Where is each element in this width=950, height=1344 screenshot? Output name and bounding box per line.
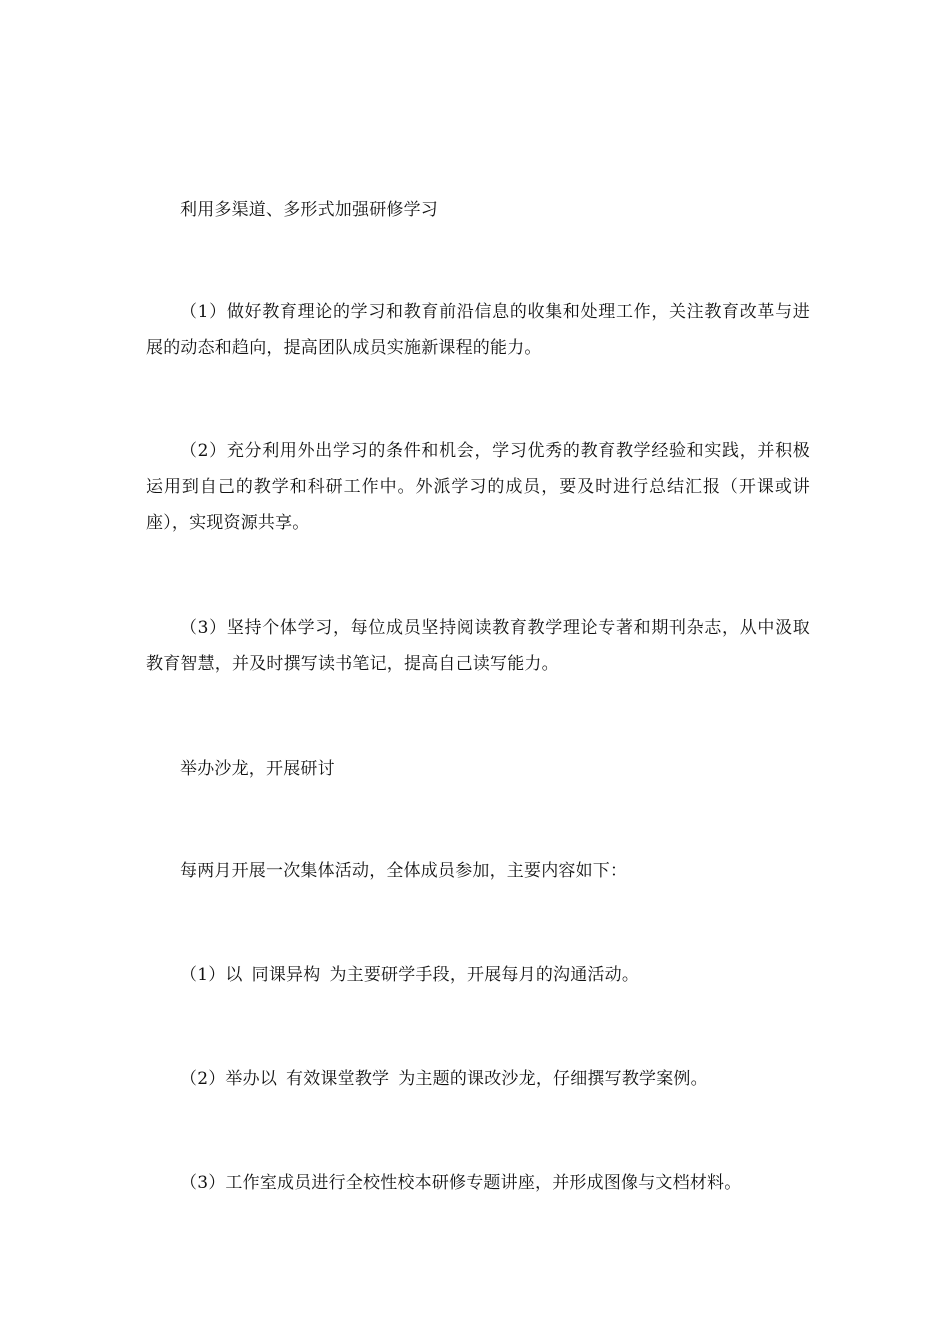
study-item-1: （1）做好教育理论的学习和教育前沿信息的收集和处理工作，关注教育改革与进展的动态和趋向，提高团队成员实施新课程的能力。 (146, 302, 810, 358)
salon-item-1-prefix: （1）以 (180, 965, 243, 985)
study-item-3: （3）坚持个体学习，每位成员坚持阅读教育教学理论专著和期刊杂志，从中汲取教育智慧，并及时撰写读书笔记，提高自己读写能力。 (146, 618, 810, 674)
section-heading-study: 利用多渠道、多形式加强研修学习 (180, 200, 438, 220)
study-item-2: （2）充分利用外出学习的条件和机会，学习优秀的教育教学经验和实践，并积极运用到自己的教学和科研工作中。外派学习的成员，要及时进行总结汇报（开课或讲座），实现资源共享。 (146, 441, 810, 533)
salon-item-3: （3）工作室成员进行全校性校本研修专题讲座，并形成图像与文档材料。 (180, 1173, 742, 1193)
salon-item-1-suffix: 为主要研学手段，开展每月的沟通活动。 (329, 965, 640, 985)
salon-item-1 (146, 957, 810, 993)
salon-intro: 每两月开展一次集体活动，全体成员参加，主要内容如下： (180, 861, 628, 881)
salon-item-2-prefix: （2）举办以 (180, 1069, 278, 1089)
salon-item-1-term: 同课异构 (251, 965, 321, 985)
section-heading-salon: 举办沙龙，开展研讨 (180, 759, 335, 779)
salon-item-2 (146, 1061, 810, 1097)
salon-item-2-term: 有效课堂教学 (286, 1069, 390, 1089)
salon-item-2-suffix: 为主题的课改沙龙，仔细撰写教学案例。 (398, 1069, 708, 1089)
